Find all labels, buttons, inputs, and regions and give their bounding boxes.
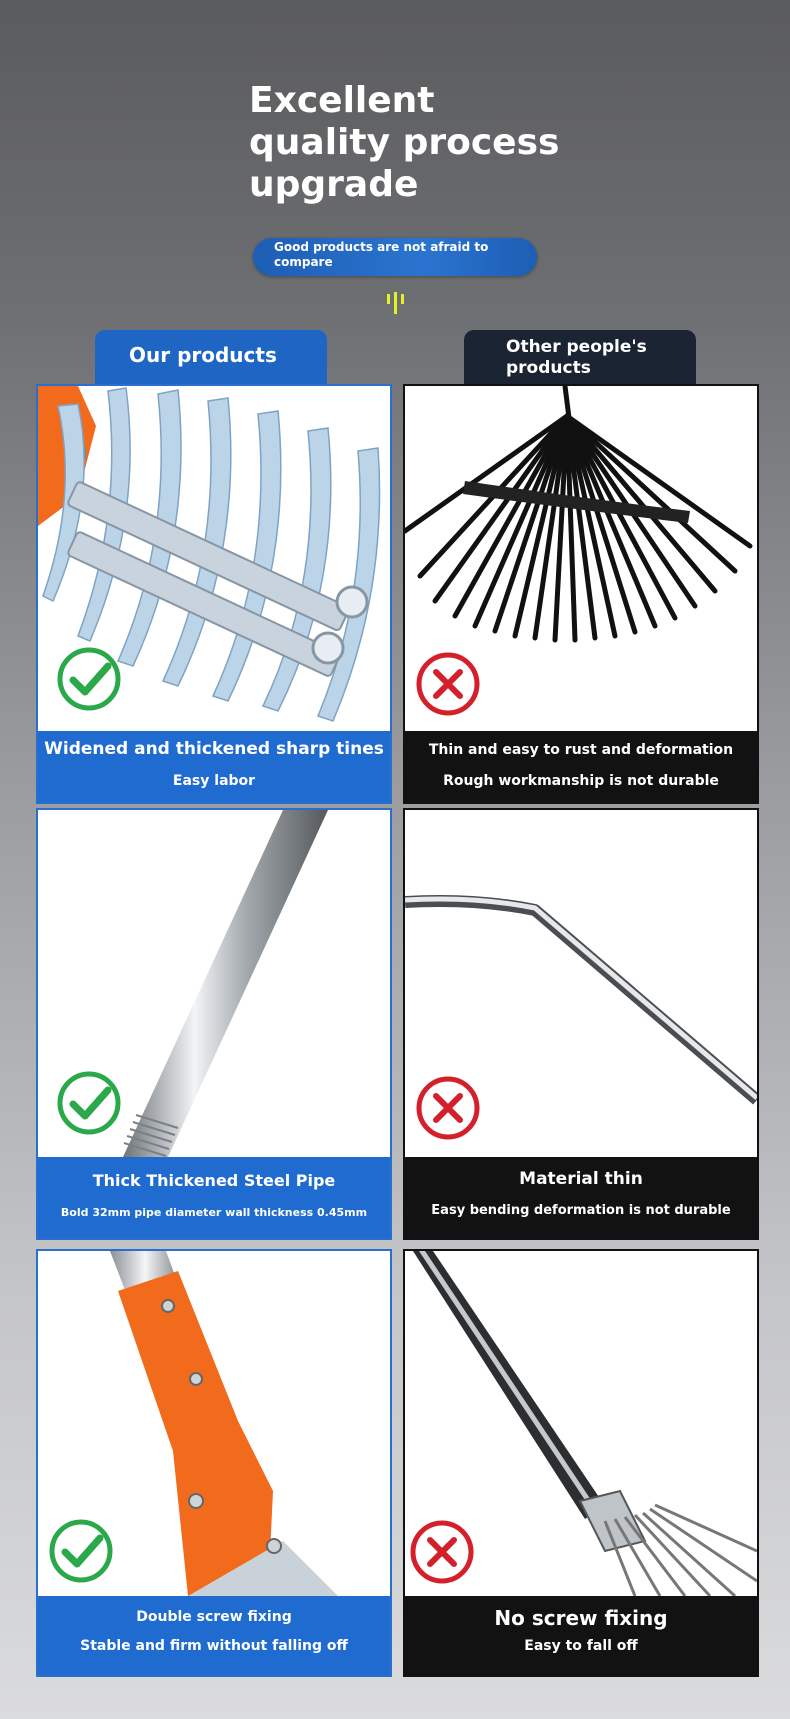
caption-subtitle: Stable and firm without falling off — [80, 1638, 348, 1654]
tab-our-products — [95, 330, 327, 384]
headline — [249, 80, 669, 206]
our-caption-screws — [38, 1596, 390, 1675]
our-panel-pipe — [36, 808, 392, 1240]
divider-mark-icon — [383, 290, 409, 316]
check-circle-icon — [56, 646, 122, 712]
caption-title: Thin and easy to rust and deformation — [428, 742, 734, 758]
caption-subtitle: Easy labor — [172, 773, 256, 789]
their-caption-tines — [405, 731, 757, 802]
subtitle-text: Good products are not afraid to compare — [274, 240, 489, 269]
caption-title: Double screw fixing — [136, 1609, 292, 1625]
check-circle-icon — [56, 1070, 122, 1136]
caption-title: Thick Thickened Steel Pipe — [92, 1171, 336, 1190]
their-panel-screws — [403, 1249, 759, 1677]
x-circle-icon — [415, 1075, 481, 1141]
tab-our-products-label: Our products — [129, 343, 277, 367]
x-circle-icon — [415, 651, 481, 717]
caption-title: Material thin — [519, 1169, 643, 1189]
our-panel-tines — [36, 384, 392, 804]
caption-subtitle: Rough workmanship is not durable — [443, 773, 719, 789]
tab-other-products — [464, 330, 696, 384]
tab-other-products-label: Other people's products — [506, 337, 647, 378]
our-panel-screws — [36, 1249, 392, 1677]
caption-subtitle: Bold 32mm pipe diameter wall thickness 0.45mm — [60, 1206, 368, 1219]
our-caption-tines — [38, 731, 390, 802]
their-caption-pipe — [405, 1157, 757, 1238]
headline-line-1: Excellent — [249, 80, 435, 121]
caption-subtitle: Easy bending deformation is not durable — [431, 1203, 731, 1218]
their-caption-screws — [405, 1596, 757, 1675]
check-circle-icon — [48, 1518, 114, 1584]
their-panel-tines — [403, 384, 759, 804]
caption-title: Widened and thickened sharp tines — [44, 739, 384, 759]
headline-line-2: quality process — [249, 122, 560, 163]
caption-title: No screw fixing — [494, 1606, 668, 1630]
their-panel-pipe — [403, 808, 759, 1240]
x-circle-icon — [409, 1519, 475, 1585]
subtitle-pill — [253, 238, 537, 276]
headline-line-3: upgrade — [249, 164, 419, 205]
our-caption-pipe — [38, 1157, 390, 1238]
caption-subtitle: Easy to fall off — [524, 1638, 638, 1654]
